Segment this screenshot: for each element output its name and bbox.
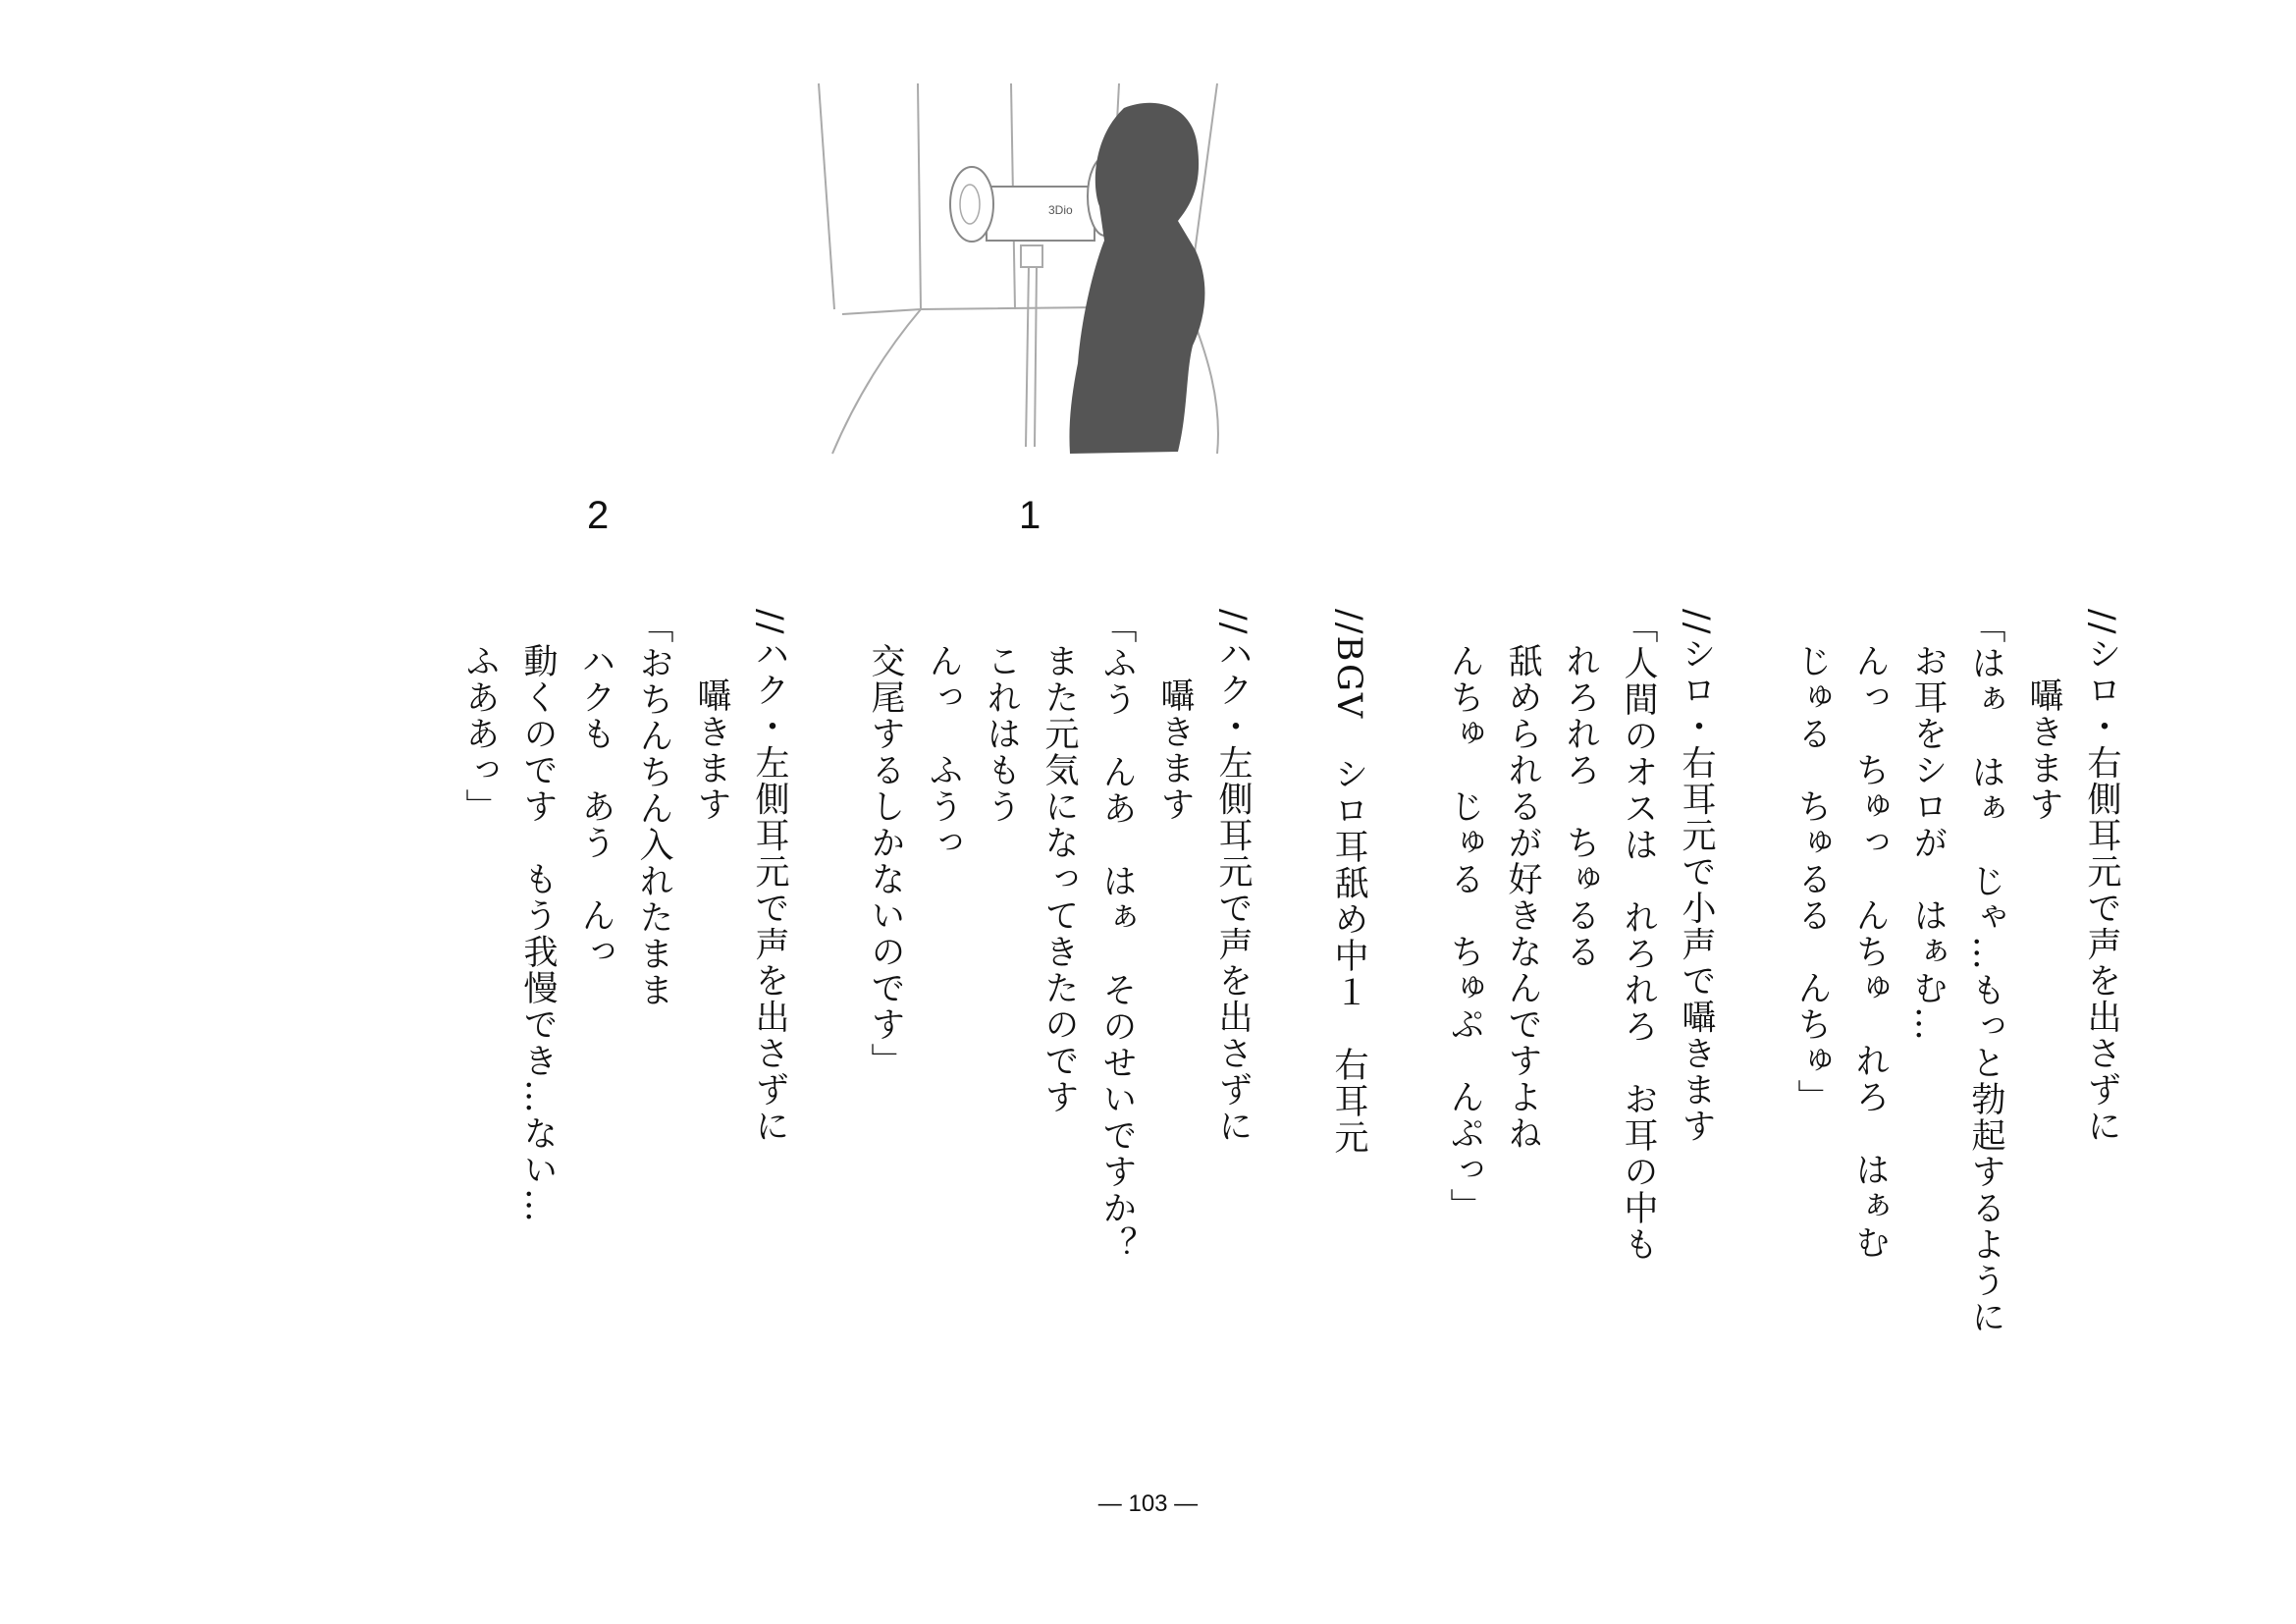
script-line-dialogue-cont: 舐められるが好きなんですよね: [1503, 643, 1542, 1152]
script-line-dialogue-cont: んっ ちゅっ んちゅ れろ はぁむ: [1850, 643, 1890, 1261]
mic-label: 3Dio: [1048, 203, 1073, 217]
script-line-directive: //シロ・右側耳元で声を出さずに: [2082, 609, 2121, 1145]
script-line-dialogue-cont: 交尾するしかないのです」: [866, 643, 905, 1079]
blank-line: [1261, 609, 1319, 1492]
script-line-dialogue: 「おちんちん入れたまま: [634, 609, 673, 1008]
script-line-directive: //BGV シロ耳舐め中１ 右耳元: [1329, 609, 1368, 1157]
script-line-dialogue: 「はぁ はぁ じゃ…もっと勃起するように: [1966, 609, 2005, 1335]
mic-stand: [1021, 245, 1042, 447]
binaural-mic-illustration: [805, 79, 1247, 461]
script-line-dialogue-cont: ハクも あう んっ: [576, 643, 615, 970]
script-line-directive-sub: 囁きます: [2024, 677, 2063, 823]
script-line-dialogue-cont: じゅる ちゅるる んちゅ」: [1792, 643, 1832, 1115]
script-line-directive: //ハク・左側耳元で声を出さずに: [750, 609, 789, 1145]
script-line-dialogue: 「ふう んあ はぁ そのせいですか？: [1097, 609, 1137, 1263]
script-line-dialogue-cont: ふああっ」: [460, 643, 500, 825]
blank-line: [1725, 609, 1783, 1492]
script-body: [461, 609, 2130, 1492]
blank-line: [798, 609, 856, 1492]
script-line-directive-sub: 囁きます: [692, 677, 731, 823]
script-line-dialogue-cont: 動くのです もう我慢でき…ない…: [518, 643, 558, 1224]
script-line-dialogue-cont: これはもう: [982, 643, 1021, 825]
script-line-dialogue-cont: んちゅ じゅる ちゅぷ んぷっ」: [1445, 643, 1484, 1224]
script-line-directive: //ハク・左側耳元で声を出さずに: [1213, 609, 1253, 1145]
script-line-dialogue: 「人間のオスは れろれろ お耳の中も: [1619, 609, 1658, 1263]
script-line-directive-sub: 囁きます: [1155, 677, 1195, 823]
blank-line: [1377, 609, 1435, 1492]
listener-silhouette: [1069, 103, 1204, 454]
script-line-dialogue-cont: また元気になってきたのです: [1040, 643, 1079, 1115]
position-label-1: 1: [1019, 494, 1041, 537]
position-label-2: 2: [587, 494, 610, 537]
script-line-dialogue-cont: んっ ふうっ: [924, 643, 963, 861]
script-line-dialogue-cont: れろれろ ちゅるる: [1561, 643, 1600, 970]
page-number: ― 103 ―: [1097, 1490, 1199, 1517]
script-line-dialogue-cont: お耳をシロが はぁむ…: [1908, 643, 1948, 1043]
script-line-directive: //シロ・右耳元で小声で囁きます: [1677, 609, 1716, 1145]
